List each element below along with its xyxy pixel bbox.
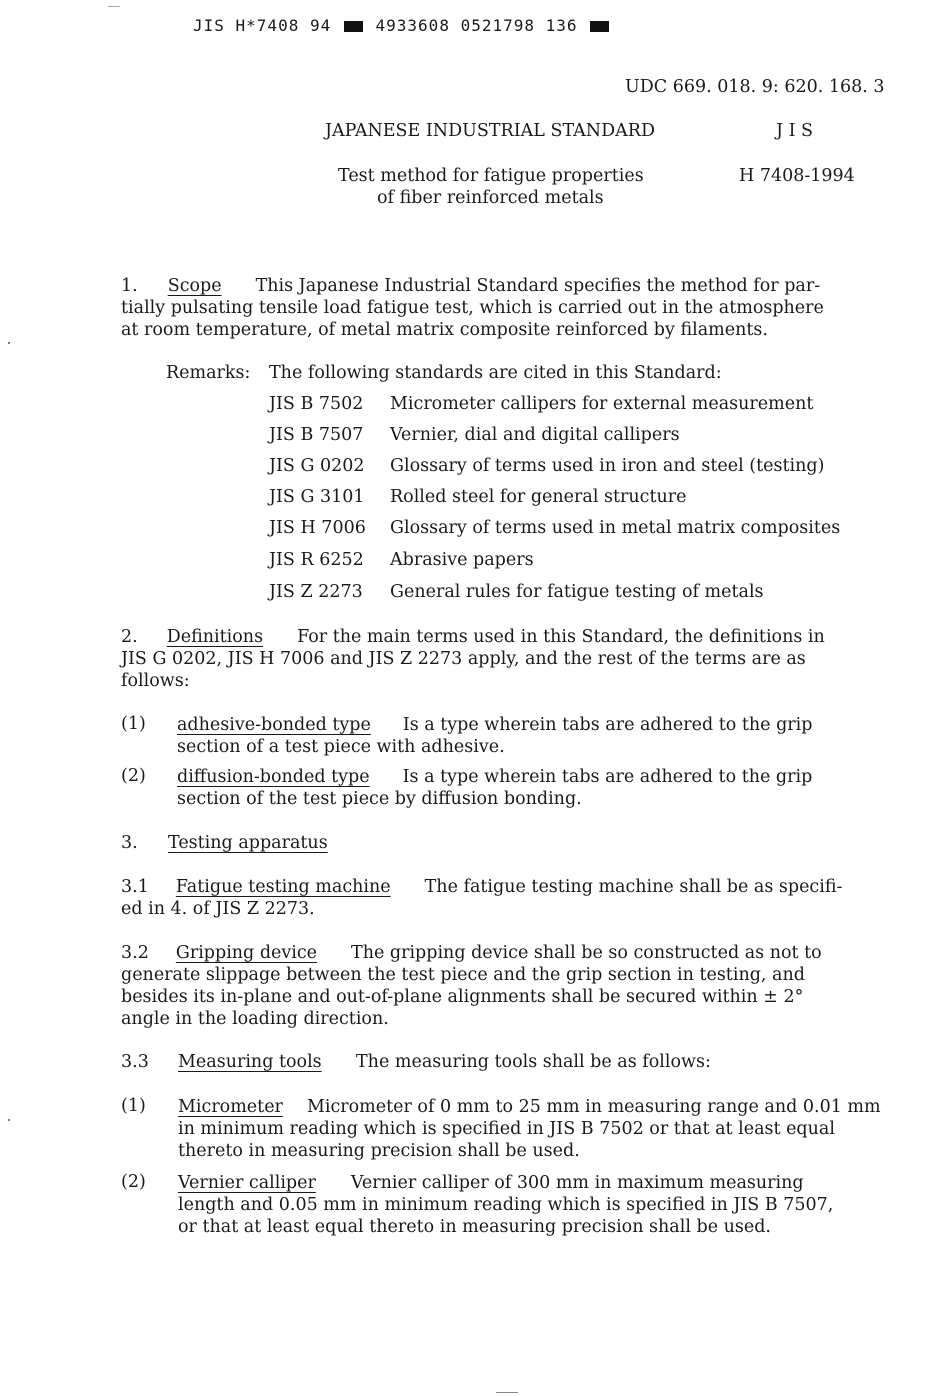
definition-item xyxy=(177,766,812,810)
subsection-heading: Fatigue testing machine xyxy=(175,877,391,897)
definition-line-2: section of a test piece with adhesive. xyxy=(177,737,505,757)
subsection-3-1 xyxy=(121,876,842,920)
section-number: 3. xyxy=(121,833,138,853)
tool-item xyxy=(178,1096,881,1162)
defined-term: diffusion-bonded type xyxy=(177,767,370,787)
ref-code: JIS H 7006 xyxy=(269,518,366,538)
definitions-text-line-2: JIS G 0202, JIS H 7006 and JIS Z 2273 apply, and the rest of the terms are as xyxy=(121,649,806,669)
definitions-section xyxy=(121,626,825,692)
section-heading: Definitions xyxy=(166,627,264,647)
remarks-label: Remarks: xyxy=(166,363,251,383)
definition-item xyxy=(177,714,812,758)
standard-name: JAPANESE INDUSTRIAL STANDARD xyxy=(325,121,655,141)
scan-speck xyxy=(496,1392,518,1393)
ref-title: Glossary of terms used in metal matrix composites xyxy=(390,518,841,538)
subsection-text-line-1: The gripping device shall be so constructed as not to xyxy=(351,943,822,963)
subsection-heading: Measuring tools xyxy=(178,1052,322,1072)
ref-code: JIS G 0202 xyxy=(269,456,365,476)
remarks-intro: The following standards are cited in this Standard: xyxy=(269,363,722,383)
ref-code: JIS R 6252 xyxy=(269,550,364,570)
ref-title: Vernier, dial and digital callipers xyxy=(390,425,680,445)
scope-text-line-3: at room temperature, of metal matrix composite reinforced by filaments. xyxy=(121,320,768,340)
subsection-text-line-3: besides its in-plane and out-of-plane alignments shall be secured within ± 2° xyxy=(121,987,804,1007)
scan-speck xyxy=(8,342,10,344)
tool-line-2: in minimum reading which is specified in JIS B 7502 or that at least equal xyxy=(178,1119,835,1139)
ref-title: Abrasive papers xyxy=(390,550,534,570)
ref-code: JIS Z 2273 xyxy=(269,582,363,602)
tool-item xyxy=(178,1172,833,1238)
ref-code: JIS B 7502 xyxy=(269,394,364,414)
scope-text-line-2: tially pulsating tensile load fatigue test, which is carried out in the atmosphere xyxy=(121,298,824,318)
definition-line-1: Is a type wherein tabs are adhered to the grip xyxy=(402,767,813,787)
ref-code: JIS B 7507 xyxy=(269,425,364,445)
definitions-text-line-1: For the main terms used in this Standard, the definitions in xyxy=(297,627,825,647)
black-block-mark xyxy=(590,21,609,32)
scan-code-a: JIS H*7408 94 xyxy=(193,16,332,35)
subsection-number: 3.1 xyxy=(121,877,149,897)
subsection-intro: The measuring tools shall be as follows: xyxy=(356,1052,711,1072)
subsection-heading: Gripping device xyxy=(175,943,318,963)
tool-line-1: Vernier calliper of 300 mm in maximum measuring xyxy=(350,1173,804,1193)
tool-term: Micrometer xyxy=(178,1097,283,1117)
defined-term: adhesive-bonded type xyxy=(177,715,371,735)
subsection-text-line-1: The fatigue testing machine shall be as specifi- xyxy=(424,877,843,897)
subsection-number: 3.2 xyxy=(121,943,149,963)
section-number: 1. xyxy=(121,276,138,296)
subsection-text-line-2: ed in 4. of JIS Z 2273. xyxy=(121,899,315,919)
tool-line-1: Micrometer of 0 mm to 25 mm in measuring range and 0.01 mm xyxy=(306,1097,881,1117)
tool-line-3: thereto in measuring precision shall be used. xyxy=(178,1141,580,1161)
ref-title: Rolled steel for general structure xyxy=(390,487,687,507)
definitions-text-line-3: follows: xyxy=(121,671,190,691)
scan-speck xyxy=(108,6,120,7)
section-heading: Scope xyxy=(167,276,222,296)
jis-label: J I S xyxy=(776,121,814,141)
subsection-text-line-4: angle in the loading direction. xyxy=(121,1009,389,1029)
tool-line-3: or that at least equal thereto in measuring precision shall be used. xyxy=(178,1217,771,1237)
definition-line-1: Is a type wherein tabs are adhered to the grip xyxy=(402,715,813,735)
item-number: (1) xyxy=(121,714,146,734)
scan-code-line xyxy=(193,16,611,35)
scope-section xyxy=(121,275,824,341)
standard-number: H 7408-1994 xyxy=(739,166,855,186)
scope-text-line-1: This Japanese Industrial Standard specifies the method for par- xyxy=(255,276,821,296)
section-number: 2. xyxy=(121,627,138,647)
document-title-line-1: Test method for fatigue properties xyxy=(338,166,644,186)
scan-speck xyxy=(8,1119,10,1121)
black-block-mark xyxy=(344,21,363,32)
ref-code: JIS G 3101 xyxy=(269,487,365,507)
ref-title: Glossary of terms used in iron and steel (testing) xyxy=(390,456,825,476)
udc-number: UDC 669. 018. 9: 620. 168. 3 xyxy=(625,77,885,97)
item-number: (2) xyxy=(121,1172,146,1192)
ref-title: General rules for fatigue testing of metals xyxy=(390,582,764,602)
ref-title: Micrometer callipers for external measurement xyxy=(390,394,814,414)
tool-term: Vernier calliper xyxy=(178,1173,316,1193)
document-title-line-2: of fiber reinforced metals xyxy=(377,188,604,208)
item-number: (2) xyxy=(121,766,146,786)
subsection-text-line-2: generate slippage between the test piece and the grip section in testing, and xyxy=(121,965,805,985)
tool-line-2: length and 0.05 mm in minimum reading which is specified in JIS B 7507, xyxy=(178,1195,834,1215)
subsection-3-2 xyxy=(121,942,822,1030)
scan-code-b: 4933608 0521798 136 xyxy=(375,16,578,35)
subsection-number: 3.3 xyxy=(121,1052,149,1072)
definition-line-2: section of the test piece by diffusion bonding. xyxy=(177,789,582,809)
section-heading: Testing apparatus xyxy=(168,833,328,853)
item-number: (1) xyxy=(121,1096,146,1116)
